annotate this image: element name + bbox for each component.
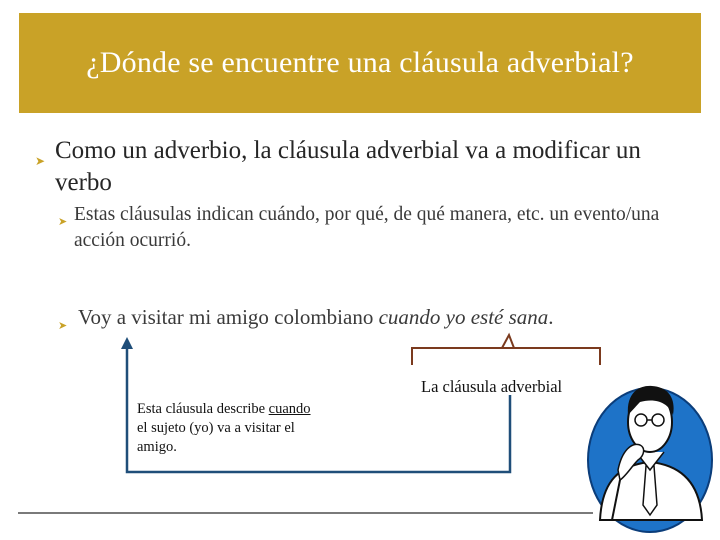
clause-bracket [412, 348, 600, 365]
bullet-arrow-icon: ➤ [35, 154, 46, 168]
example-sentence-period: . [548, 305, 554, 329]
bullet-arrow-icon: ➤ [58, 216, 68, 228]
adverbial-clause-text: cuando yo esté sana [378, 305, 549, 329]
thinking-man-clipart [588, 386, 712, 532]
bullet-2-text: Estas cláusulas indican cuándo, por qué, de qué manera, etc. un evento/una acción ocurrió. [74, 204, 660, 251]
bullet-1-text: Como un adverbio, la cláusula adverbial va a modificar un verbo [55, 137, 641, 196]
example-sentence-main: Voy a visitar mi amigo colombiano [78, 305, 379, 329]
bottom-rule [18, 512, 593, 514]
connector-arrowhead [121, 337, 133, 349]
slide-title: ¿Dónde se encuentre una cláusula adverbial? [86, 46, 634, 79]
note-underlined-word: cuando [268, 401, 311, 417]
note-text-before: Esta cláusula describe [137, 401, 269, 417]
connector-line [127, 346, 510, 472]
clause-label: La cláusula adverbial [421, 377, 563, 396]
note-text-after: el sujeto (yo) va a visitar el amigo. [137, 420, 295, 455]
bullet-arrow-icon: ➤ [58, 320, 68, 332]
bracket-peak [502, 335, 514, 348]
